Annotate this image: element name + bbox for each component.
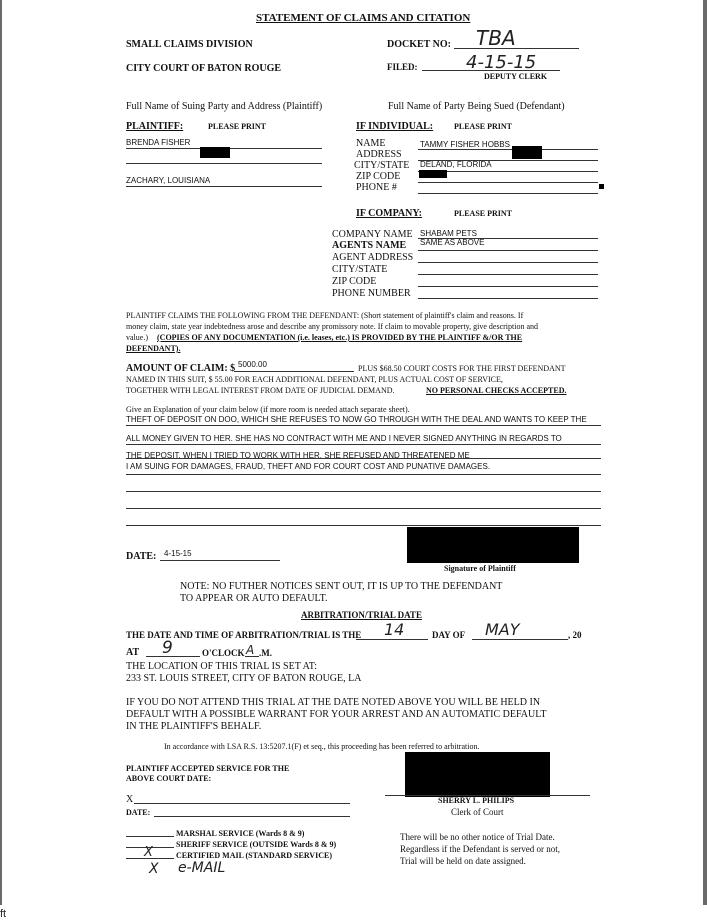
claims-intro-4: DEFENDANT).	[126, 344, 181, 353]
company-print-note: PLEASE PRINT	[454, 209, 513, 218]
company-label: IF COMPANY:	[356, 208, 423, 219]
trial-hour-value: 9	[162, 638, 173, 658]
service-x-label: X	[126, 794, 134, 805]
defendant-heading-note: Full Name of Party Being Sued (Defendant)	[388, 101, 565, 112]
email-value: e-MAIL	[178, 860, 226, 876]
company-name-value: SHABAM PETS	[420, 229, 477, 238]
deputy-clerk-label: DEPUTY CLERK	[484, 72, 548, 81]
trial-day-of: DAY OF	[432, 630, 466, 640]
certified-mark: X	[144, 845, 153, 860]
trial-ampm-value: A	[246, 643, 255, 657]
claim-line-3: THE DEPOSIT. WHEN I TRIED TO WORK WITH HER, SHE REFUSED AND THREATENED ME	[126, 451, 470, 460]
trial-at: AT	[126, 647, 140, 658]
service-note-3: Trial will be held on date assigned.	[400, 856, 526, 866]
taskbar-text: ft	[0, 908, 7, 920]
accepted-service-2: ABOVE COURT DATE:	[126, 774, 212, 783]
trial-year-prefix: , 20	[568, 630, 582, 640]
company-phone-label: PHONE NUMBER	[332, 288, 411, 299]
costs-line-3a: TOGETHER WITH LEGAL INTEREST FROM DATE OF JUDICIAL DEMAND.	[126, 386, 395, 395]
marshal-service: MARSHAL SERVICE (Wards 8 & 9)	[176, 829, 305, 838]
def-phone-label: PHONE #	[356, 182, 397, 193]
service-note-2: Regardless if the Defendant is served or not,	[400, 844, 560, 854]
agents-name-label: AGENTS NAME	[332, 240, 407, 251]
costs-line-3b: NO PERSONAL CHECKS ACCEPTED.	[426, 386, 567, 395]
claim-line-2: ALL MONEY GIVEN TO HER. SHE HAS NO CONTRACT WITH ME AND I NEVER SIGNED ANYTHING IN REGARDS TO	[126, 434, 562, 443]
def-name-value: TAMMY FISHER HOBBS	[420, 140, 510, 149]
signature-label: Signature of Plaintiff	[444, 564, 516, 573]
division-label: SMALL CLAIMS DIVISION	[126, 39, 253, 50]
claim-line-4: I AM SUING FOR DAMAGES, FRAUD, THEFT AND FOR COURT COST AND PUNATIVE DAMAGES.	[126, 462, 491, 471]
notice-line-1: NOTE: NO FUTHER NOTICES SENT OUT, IT IS UP TO THE DEFENDANT	[180, 581, 503, 592]
trial-warning-1: IF YOU DO NOT ATTEND THIS TRIAL AT THE DATE NOTED ABOVE YOU WILL BE HELD IN	[126, 697, 541, 708]
trial-location-label: THE LOCATION OF THIS TRIAL IS SET AT:	[126, 661, 318, 672]
filed-label: FILED:	[387, 62, 418, 72]
def-name-label: NAME	[356, 138, 386, 149]
sig-date-value: 4-15-15	[164, 549, 192, 558]
defendant-label: IF INDIVIDUAL:	[356, 121, 434, 132]
trial-day-value: 14	[384, 620, 405, 639]
defendant-print-note: PLEASE PRINT	[454, 122, 513, 131]
amount-value: 5000.00	[238, 360, 267, 369]
docket-value: TBA	[476, 26, 516, 50]
trial-oclock: O'CLOCK	[202, 648, 245, 658]
plaintiff-name: BRENDA FISHER	[126, 138, 191, 147]
explain-label: Give an Explanation of your claim below (if more room is needed attach separate sheet).	[126, 405, 410, 414]
accepted-service-1: PLAINTIFF ACCEPTED SERVICE FOR THE	[126, 764, 290, 773]
service-date-label: DATE:	[126, 808, 151, 817]
certified-mail: CERTIFIED MAIL (STANDARD SERVICE)	[176, 851, 332, 860]
trial-warning-2: DEFAULT WITH A POSSIBLE WARRANT FOR YOUR ARREST AND AN AUTOMATIC DEFAULT	[126, 709, 547, 720]
plaintiff-print-note: PLEASE PRINT	[208, 122, 267, 131]
email-mark: X	[149, 861, 159, 877]
sheriff-service: SHERIFF SERVICE (OUTSIDE Wards 8 & 9)	[176, 840, 337, 849]
clerk-signature-redaction	[405, 752, 550, 797]
claims-intro-2: money claim, state year indebtedness arose and describe any promissory note. If claim to movable property, give description and	[126, 322, 539, 331]
company-zip-label: ZIP CODE	[332, 276, 377, 287]
sig-date-label: DATE:	[126, 551, 157, 562]
court-label: CITY COURT OF BATON ROUGE	[126, 63, 282, 74]
trial-date-text: THE DATE AND TIME OF ARBITRATION/TRIAL IS THE	[126, 630, 362, 640]
amount-label: AMOUNT OF CLAIM: $	[126, 363, 236, 374]
arbitration-text: In accordance with LSA R.S. 13:5207.1(F) et seq., this proceeding has been referred to arbitration.	[164, 742, 480, 751]
company-name-label: COMPANY NAME	[332, 229, 413, 240]
trial-warning-3: IN THE PLAINTIFF'S BEHALF.	[126, 721, 262, 732]
signature-redaction	[407, 527, 579, 563]
claims-intro-3b: (COPIES OF ANY DOCUMENTATION (i.e. leases, etc.) IS PROVIDED BY THE PLAINTIFF &/OR THE	[157, 333, 523, 342]
claims-intro-1: PLAINTIFF CLAIMS THE FOLLOWING FROM THE DEFENDANT: (Short statement of plaintiff's claim and reasons. If	[126, 311, 524, 320]
agent-address-label: AGENT ADDRESS	[332, 252, 414, 263]
plaintiff-label: PLAINTIFF:	[126, 121, 184, 132]
plaintiff-heading-note: Full Name of Suing Party and Address (Plaintiff)	[126, 101, 323, 112]
clerk-title: Clerk of Court	[451, 807, 504, 817]
trial-m: .M.	[259, 648, 272, 658]
def-citystate-value: DELAND, FLORIDA	[420, 160, 492, 169]
form-title: STATEMENT OF CLAIMS AND CITATION	[256, 12, 471, 24]
agents-name-value: SAME AS ABOVE	[420, 238, 485, 247]
notice-line-2: TO APPEAR OR AUTO DEFAULT.	[180, 593, 328, 604]
service-note-1: There will be no other notice of Trial Date.	[400, 832, 555, 842]
costs-line-1: PLUS $68.50 COURT COSTS FOR THE FIRST DEFENDANT	[358, 364, 566, 373]
trial-location: 233 ST. LOUIS STREET, CITY OF BATON ROUGE, LA	[126, 673, 362, 684]
trial-month-value: MAY	[485, 620, 520, 639]
filed-value: 4-15-15	[466, 52, 537, 73]
plaintiff-city: ZACHARY, LOUISIANA	[126, 176, 211, 185]
trial-heading: ARBITRATION/TRIAL DATE	[301, 610, 422, 620]
clerk-name: SHERRY L. PHILIPS	[438, 796, 515, 805]
company-citystate-label: CITY/STATE	[332, 264, 388, 275]
claims-intro-3a: value.)	[126, 333, 148, 342]
document-page	[2, 0, 703, 905]
claim-line-1: THEFT OF DEPOSIT ON DOO, WHICH SHE REFUSES TO NOW GO THROUGH WITH THE DEAL AND WANTS TO KEEP THE	[126, 415, 587, 424]
taskbar-strip	[0, 905, 707, 922]
costs-line-2: NAMED IN THIS SUIT, $ 55.00 FOR EACH ADDITIONAL DEFENDANT, PLUS ACTUAL COST OF SERVICE,	[126, 375, 503, 384]
docket-label: DOCKET NO:	[387, 39, 451, 50]
def-address-label: ADDRESS	[356, 149, 402, 160]
def-zip-label: ZIP CODE	[356, 171, 401, 182]
def-citystate-label: CITY/STATE	[354, 160, 410, 171]
